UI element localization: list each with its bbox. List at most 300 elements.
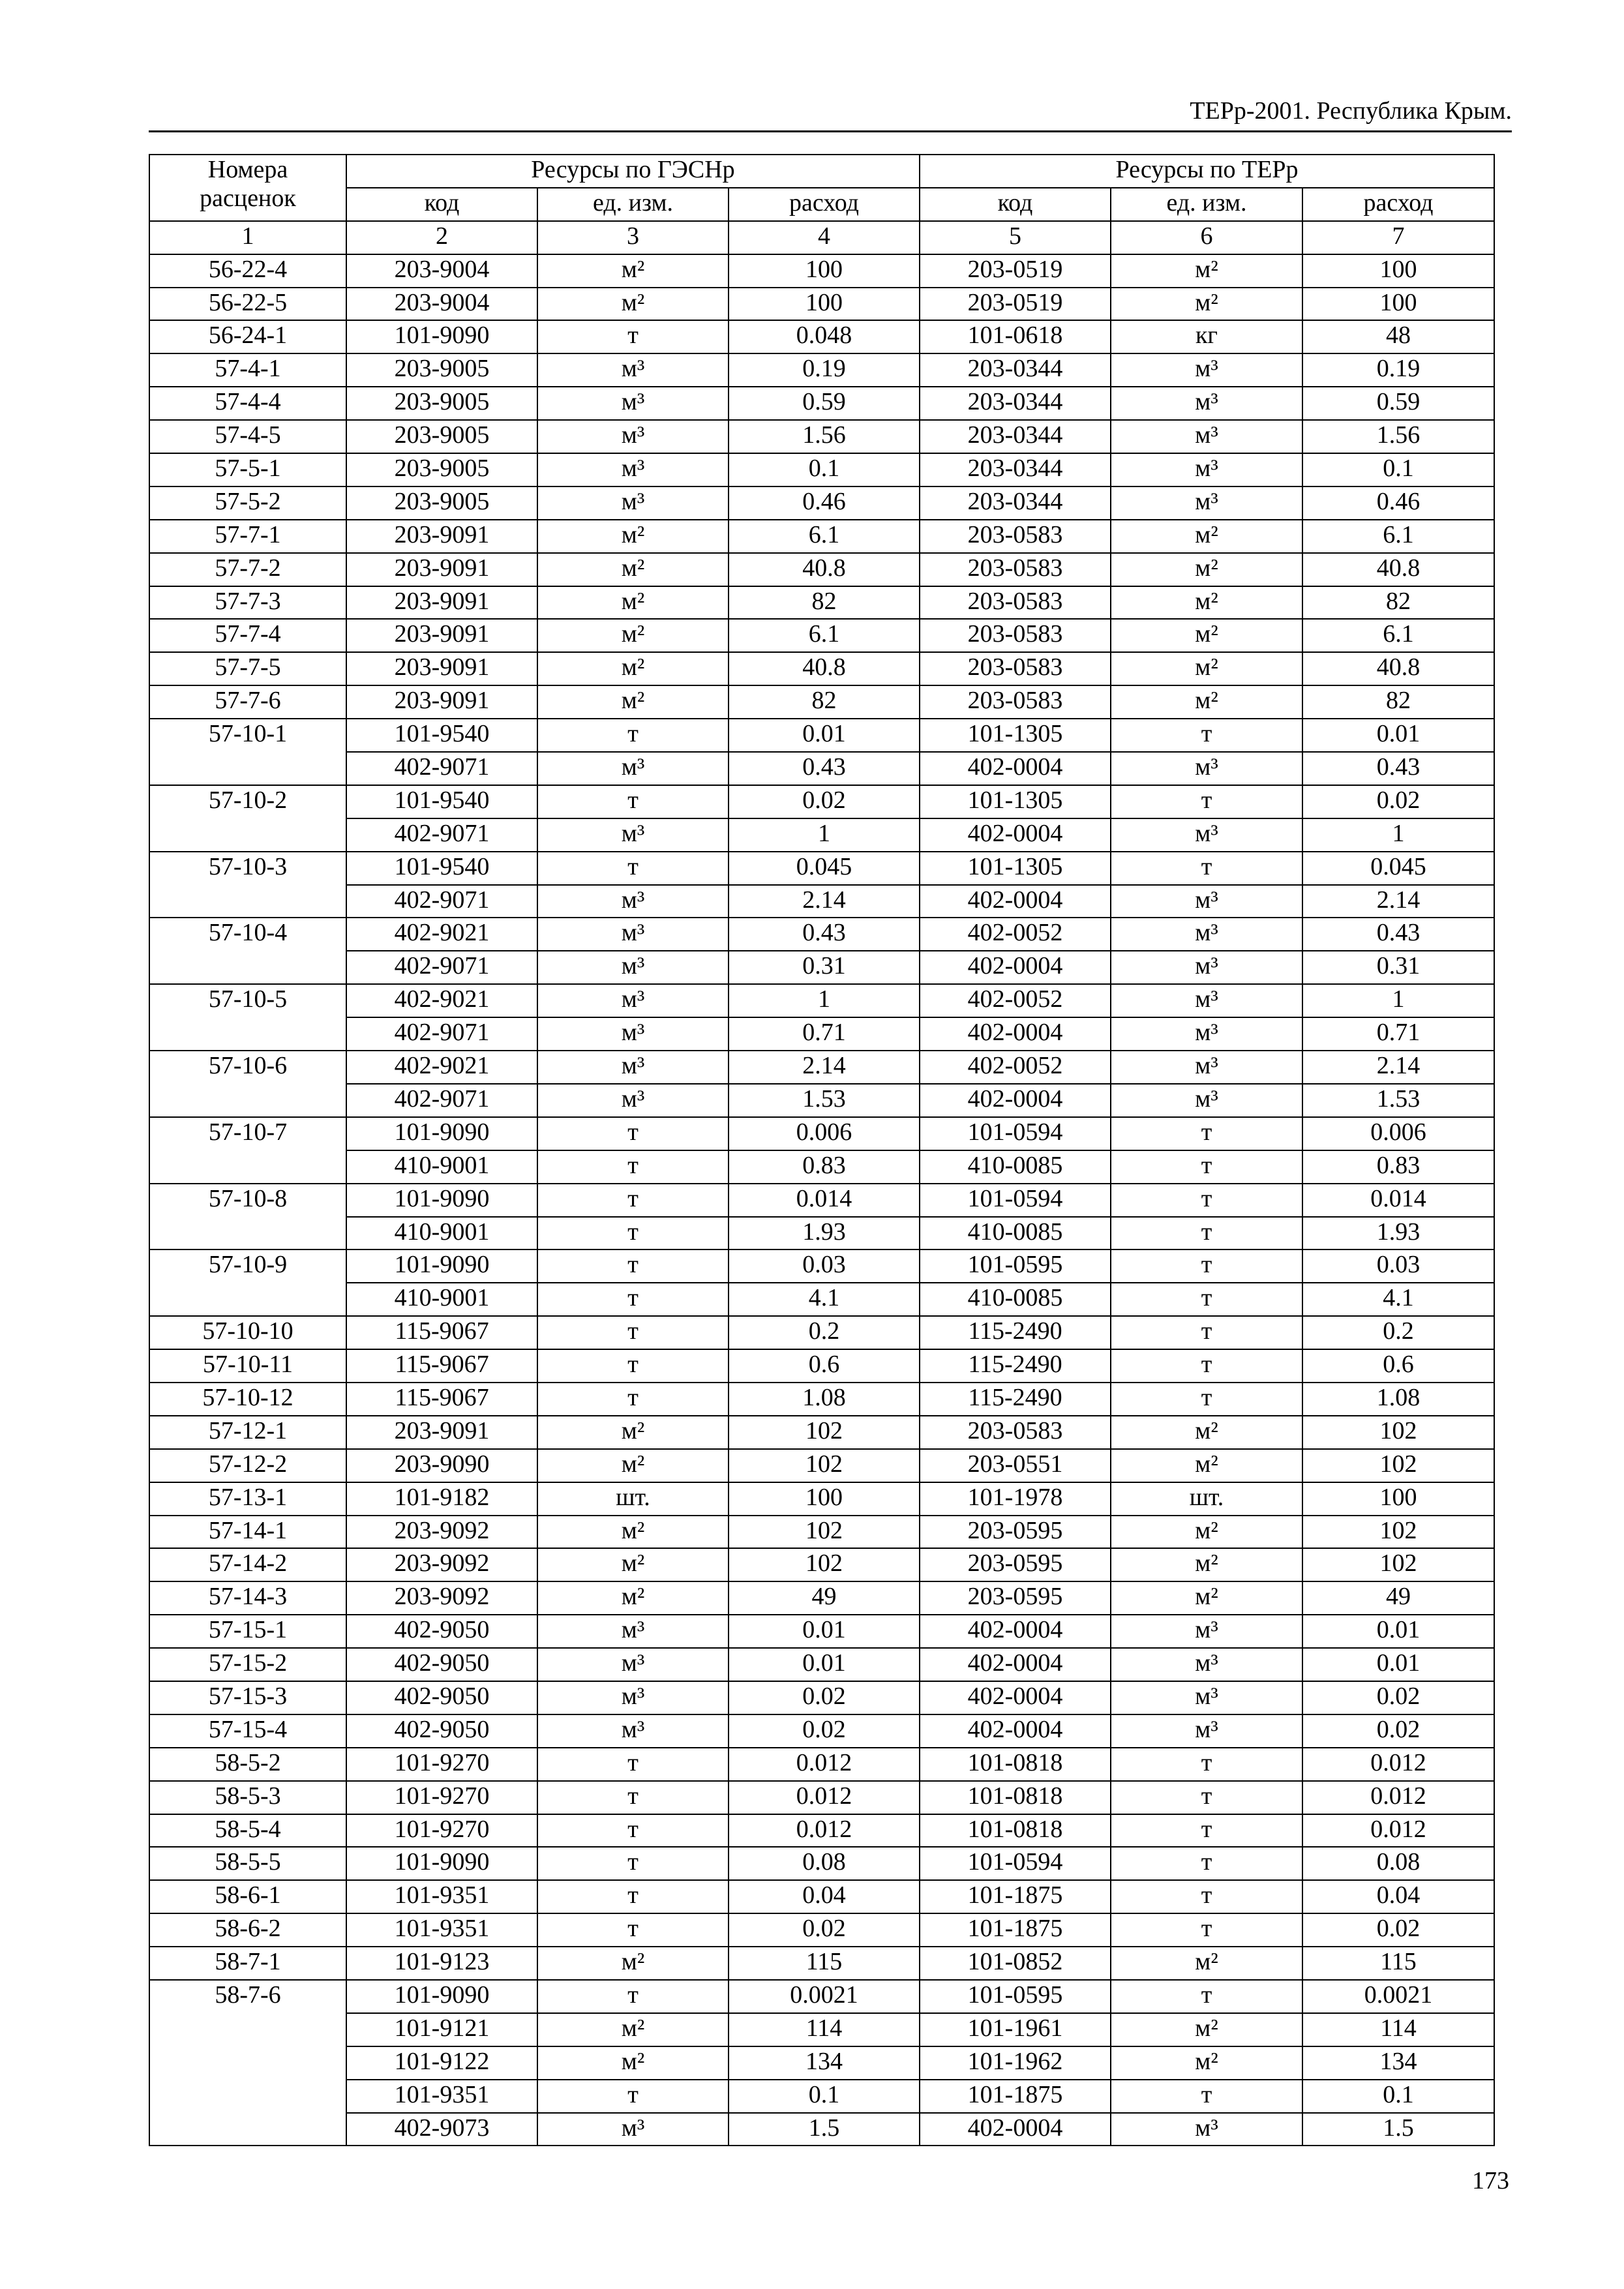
- gesnr-unit-cell: м³: [537, 1648, 729, 1681]
- gesnr-code-cell: 101-9270: [346, 1748, 537, 1781]
- gesnr-unit-cell: м³: [537, 984, 729, 1017]
- gesnr-amount-cell: 2.14: [729, 885, 920, 918]
- gesnr-unit-cell: т: [537, 1880, 729, 1913]
- terr-code-cell: 101-1961: [920, 2013, 1111, 2046]
- terr-unit-cell: м³: [1111, 353, 1302, 387]
- rate-number-cell: 57-15-3: [149, 1681, 346, 1714]
- rate-number-cell: 58-6-1: [149, 1880, 346, 1913]
- gesnr-unit-cell: м²: [537, 1548, 729, 1581]
- table-row: [149, 1383, 1494, 1416]
- gesnr-amount-cell: 114: [729, 2013, 920, 2046]
- gesnr-code-cell: 101-9090: [346, 1847, 537, 1880]
- gesnr-code-cell: 101-9351: [346, 1880, 537, 1913]
- header-rate-numbers: [149, 155, 346, 221]
- gesnr-amount-cell: 100: [729, 254, 920, 288]
- gesnr-code-cell: 203-9091: [346, 1416, 537, 1449]
- gesnr-amount-cell: 0.31: [729, 951, 920, 984]
- terr-code-cell: 203-0519: [920, 288, 1111, 321]
- terr-code-cell: 203-0595: [920, 1581, 1111, 1615]
- column-number-row: [149, 221, 1494, 254]
- terr-unit-cell: м³: [1111, 951, 1302, 984]
- rate-number-cell: 58-5-2: [149, 1748, 346, 1781]
- subheader-unit: ед. изм.: [1111, 188, 1302, 221]
- terr-code-cell: 101-0595: [920, 1980, 1111, 2013]
- terr-amount-cell: 0.6: [1302, 1349, 1494, 1383]
- gesnr-unit-cell: м²: [537, 553, 729, 586]
- terr-amount-cell: 134: [1302, 2046, 1494, 2080]
- terr-amount-cell: 1: [1302, 818, 1494, 852]
- table-row: [149, 288, 1494, 321]
- gesnr-code-cell: 101-9090: [346, 1117, 537, 1150]
- table-row: [149, 1482, 1494, 1516]
- rate-number-cell: 58-7-1: [149, 1947, 346, 1980]
- terr-amount-cell: 0.012: [1302, 1781, 1494, 1814]
- gesnr-unit-cell: м²: [537, 1516, 729, 1549]
- gesnr-code-cell: 115-9067: [346, 1349, 537, 1383]
- table-row: [149, 1184, 1494, 1217]
- terr-code-cell: 402-0004: [920, 1681, 1111, 1714]
- terr-unit-cell: т: [1111, 2080, 1302, 2113]
- gesnr-amount-cell: 0.012: [729, 1781, 920, 1814]
- header-rate-numbers-line1: Номера: [207, 156, 288, 183]
- gesnr-amount-cell: 6.1: [729, 619, 920, 652]
- table-row: [149, 1516, 1494, 1549]
- gesnr-code-cell: 101-9090: [346, 1980, 537, 2013]
- gesnr-amount-cell: 40.8: [729, 553, 920, 586]
- rate-number-cell: 57-10-9: [149, 1249, 346, 1316]
- column-number: 1: [149, 221, 346, 254]
- terr-unit-cell: м³: [1111, 1084, 1302, 1117]
- gesnr-code-cell: 101-9270: [346, 1814, 537, 1848]
- terr-unit-cell: шт.: [1111, 1482, 1302, 1516]
- table-row: [149, 254, 1494, 288]
- gesnr-amount-cell: 0.71: [729, 1017, 920, 1051]
- gesnr-unit-cell: т: [537, 1117, 729, 1150]
- table-row: [149, 1615, 1494, 1648]
- rate-number-cell: 57-10-10: [149, 1316, 346, 1349]
- terr-unit-cell: т: [1111, 1913, 1302, 1947]
- gesnr-code-cell: 203-9091: [346, 652, 537, 685]
- terr-amount-cell: 100: [1302, 288, 1494, 321]
- terr-amount-cell: 0.01: [1302, 1648, 1494, 1681]
- terr-unit-cell: м³: [1111, 387, 1302, 420]
- gesnr-unit-cell: м³: [537, 420, 729, 453]
- terr-unit-cell: кг: [1111, 320, 1302, 353]
- terr-code-cell: 402-0004: [920, 885, 1111, 918]
- gesnr-amount-cell: 0.19: [729, 353, 920, 387]
- gesnr-code-cell: 101-9090: [346, 1184, 537, 1217]
- gesnr-code-cell: 402-9071: [346, 818, 537, 852]
- terr-unit-cell: м³: [1111, 752, 1302, 785]
- terr-unit-cell: м²: [1111, 1449, 1302, 1482]
- terr-code-cell: 101-0594: [920, 1117, 1111, 1150]
- column-number: 7: [1302, 221, 1494, 254]
- gesnr-amount-cell: 0.006: [729, 1117, 920, 1150]
- gesnr-amount-cell: 0.43: [729, 752, 920, 785]
- gesnr-code-cell: 203-9091: [346, 553, 537, 586]
- gesnr-code-cell: 101-9351: [346, 1913, 537, 1947]
- gesnr-code-cell: 101-9540: [346, 719, 537, 752]
- terr-amount-cell: 1.08: [1302, 1383, 1494, 1416]
- gesnr-code-cell: 101-9123: [346, 1947, 537, 1980]
- terr-amount-cell: 49: [1302, 1581, 1494, 1615]
- terr-amount-cell: 0.02: [1302, 1714, 1494, 1748]
- table-row: [149, 1084, 1494, 1117]
- terr-unit-cell: м³: [1111, 2113, 1302, 2146]
- gesnr-amount-cell: 102: [729, 1548, 920, 1581]
- terr-code-cell: 203-0583: [920, 553, 1111, 586]
- gesnr-code-cell: 101-9090: [346, 320, 537, 353]
- subheader-unit: ед. изм.: [537, 188, 729, 221]
- gesnr-code-cell: 115-9067: [346, 1383, 537, 1416]
- rate-number-cell: 57-5-1: [149, 453, 346, 486]
- table-row: [149, 2046, 1494, 2080]
- terr-unit-cell: м³: [1111, 453, 1302, 486]
- terr-code-cell: 402-0004: [920, 818, 1111, 852]
- header-rule: [149, 130, 1512, 132]
- gesnr-amount-cell: 0.014: [729, 1184, 920, 1217]
- gesnr-unit-cell: м²: [537, 586, 729, 620]
- terr-code-cell: 101-1978: [920, 1482, 1111, 1516]
- terr-unit-cell: м³: [1111, 1714, 1302, 1748]
- gesnr-amount-cell: 6.1: [729, 520, 920, 553]
- rate-number-cell: 57-7-1: [149, 520, 346, 553]
- rate-number-cell: 58-5-5: [149, 1847, 346, 1880]
- gesnr-amount-cell: 0.045: [729, 852, 920, 885]
- terr-amount-cell: 82: [1302, 685, 1494, 719]
- gesnr-unit-cell: м²: [537, 2013, 729, 2046]
- terr-code-cell: 115-2490: [920, 1383, 1111, 1416]
- rate-number-cell: 57-4-4: [149, 387, 346, 420]
- terr-code-cell: 101-0594: [920, 1184, 1111, 1217]
- gesnr-unit-cell: м³: [537, 1681, 729, 1714]
- terr-code-cell: 101-1305: [920, 785, 1111, 818]
- terr-code-cell: 101-1875: [920, 2080, 1111, 2113]
- page-number: 173: [1472, 2167, 1509, 2194]
- gesnr-code-cell: 203-9090: [346, 1449, 537, 1482]
- table-row: [149, 1947, 1494, 1980]
- gesnr-code-cell: 402-9021: [346, 1051, 537, 1084]
- gesnr-code-cell: 402-9050: [346, 1615, 537, 1648]
- terr-code-cell: 402-0052: [920, 1051, 1111, 1084]
- gesnr-unit-cell: м³: [537, 453, 729, 486]
- gesnr-amount-cell: 0.01: [729, 719, 920, 752]
- terr-unit-cell: т: [1111, 1847, 1302, 1880]
- terr-code-cell: 402-0004: [920, 1084, 1111, 1117]
- table-row: [149, 387, 1494, 420]
- terr-amount-cell: 2.14: [1302, 885, 1494, 918]
- gesnr-amount-cell: 0.02: [729, 1714, 920, 1748]
- rate-number-cell: 57-15-4: [149, 1714, 346, 1748]
- gesnr-code-cell: 101-9121: [346, 2013, 537, 2046]
- gesnr-amount-cell: 102: [729, 1416, 920, 1449]
- gesnr-unit-cell: м³: [537, 1084, 729, 1117]
- terr-amount-cell: 40.8: [1302, 652, 1494, 685]
- gesnr-unit-cell: м²: [537, 2046, 729, 2080]
- gesnr-unit-cell: т: [537, 1781, 729, 1814]
- gesnr-unit-cell: м²: [537, 1449, 729, 1482]
- terr-code-cell: 101-1875: [920, 1880, 1111, 1913]
- terr-code-cell: 203-0595: [920, 1516, 1111, 1549]
- gesnr-amount-cell: 115: [729, 1947, 920, 1980]
- rate-number-cell: 57-7-3: [149, 586, 346, 620]
- gesnr-amount-cell: 0.01: [729, 1648, 920, 1681]
- terr-code-cell: 203-0583: [920, 685, 1111, 719]
- rate-number-cell: 56-22-5: [149, 288, 346, 321]
- rate-number-cell: 57-7-6: [149, 685, 346, 719]
- rate-number-cell: 57-5-2: [149, 486, 346, 520]
- terr-amount-cell: 0.43: [1302, 752, 1494, 785]
- table-row: [149, 1449, 1494, 1482]
- gesnr-unit-cell: т: [537, 1913, 729, 1947]
- terr-amount-cell: 0.01: [1302, 1615, 1494, 1648]
- rate-number-cell: 56-24-1: [149, 320, 346, 353]
- rate-number-cell: 57-7-5: [149, 652, 346, 685]
- terr-unit-cell: т: [1111, 1814, 1302, 1848]
- gesnr-amount-cell: 82: [729, 685, 920, 719]
- gesnr-unit-cell: м²: [537, 288, 729, 321]
- gesnr-unit-cell: т: [537, 320, 729, 353]
- table-row: [149, 1316, 1494, 1349]
- terr-unit-cell: т: [1111, 1184, 1302, 1217]
- gesnr-amount-cell: 2.14: [729, 1051, 920, 1084]
- gesnr-unit-cell: т: [537, 719, 729, 752]
- terr-code-cell: 203-0344: [920, 420, 1111, 453]
- terr-code-cell: 203-0583: [920, 586, 1111, 620]
- table-row: [149, 1714, 1494, 1748]
- subheader-code: код: [920, 188, 1111, 221]
- terr-amount-cell: 0.012: [1302, 1748, 1494, 1781]
- terr-unit-cell: т: [1111, 1748, 1302, 1781]
- terr-code-cell: 101-1962: [920, 2046, 1111, 2080]
- gesnr-unit-cell: м³: [537, 1017, 729, 1051]
- terr-unit-cell: м³: [1111, 984, 1302, 1017]
- gesnr-code-cell: 101-9090: [346, 1249, 537, 1283]
- rate-number-cell: 57-14-1: [149, 1516, 346, 1549]
- table-row: [149, 520, 1494, 553]
- column-number: 3: [537, 221, 729, 254]
- terr-code-cell: 203-0583: [920, 1416, 1111, 1449]
- rate-number-cell: 57-4-1: [149, 353, 346, 387]
- rate-number-cell: 58-6-2: [149, 1913, 346, 1947]
- terr-amount-cell: 1: [1302, 984, 1494, 1017]
- table-row: [149, 1880, 1494, 1913]
- terr-unit-cell: м²: [1111, 1548, 1302, 1581]
- terr-unit-cell: м²: [1111, 288, 1302, 321]
- table-row: [149, 1051, 1494, 1084]
- column-number: 6: [1111, 221, 1302, 254]
- gesnr-code-cell: 402-9050: [346, 1714, 537, 1748]
- gesnr-amount-cell: 0.59: [729, 387, 920, 420]
- table-row: [149, 586, 1494, 620]
- table-row: [149, 1017, 1494, 1051]
- terr-code-cell: 203-0583: [920, 652, 1111, 685]
- terr-amount-cell: 2.14: [1302, 1051, 1494, 1084]
- terr-unit-cell: м³: [1111, 1051, 1302, 1084]
- gesnr-unit-cell: м²: [537, 685, 729, 719]
- gesnr-code-cell: 203-9092: [346, 1516, 537, 1549]
- terr-unit-cell: т: [1111, 1117, 1302, 1150]
- subheader-code: код: [346, 188, 537, 221]
- terr-amount-cell: 100: [1302, 254, 1494, 288]
- terr-unit-cell: м²: [1111, 619, 1302, 652]
- gesnr-code-cell: 115-9067: [346, 1316, 537, 1349]
- gesnr-amount-cell: 0.048: [729, 320, 920, 353]
- table-row: [149, 1648, 1494, 1681]
- rate-number-cell: 57-14-2: [149, 1548, 346, 1581]
- gesnr-amount-cell: 1.5: [729, 2113, 920, 2146]
- rate-number-cell: 57-4-5: [149, 420, 346, 453]
- gesnr-amount-cell: 100: [729, 1482, 920, 1516]
- table-header-row: [149, 155, 1494, 188]
- gesnr-code-cell: 402-9050: [346, 1648, 537, 1681]
- rate-number-cell: 57-10-6: [149, 1051, 346, 1117]
- subheader-amount: расход: [729, 188, 920, 221]
- terr-code-cell: 115-2490: [920, 1316, 1111, 1349]
- table-row: [149, 951, 1494, 984]
- terr-unit-cell: м²: [1111, 685, 1302, 719]
- gesnr-amount-cell: 100: [729, 288, 920, 321]
- terr-amount-cell: 0.02: [1302, 1913, 1494, 1947]
- gesnr-code-cell: 203-9092: [346, 1581, 537, 1615]
- rate-number-cell: 58-5-3: [149, 1781, 346, 1814]
- gesnr-code-cell: 203-9091: [346, 586, 537, 620]
- gesnr-code-cell: 402-9071: [346, 951, 537, 984]
- gesnr-code-cell: 203-9005: [346, 353, 537, 387]
- table-row: [149, 453, 1494, 486]
- gesnr-code-cell: 402-9071: [346, 1017, 537, 1051]
- terr-unit-cell: м²: [1111, 652, 1302, 685]
- gesnr-code-cell: 402-9021: [346, 984, 537, 1017]
- terr-amount-cell: 1.53: [1302, 1084, 1494, 1117]
- table-row: [149, 885, 1494, 918]
- gesnr-unit-cell: т: [537, 1980, 729, 2013]
- terr-unit-cell: м²: [1111, 2046, 1302, 2080]
- terr-code-cell: 410-0085: [920, 1283, 1111, 1316]
- gesnr-code-cell: 410-9001: [346, 1283, 537, 1316]
- gesnr-amount-cell: 40.8: [729, 652, 920, 685]
- terr-unit-cell: м³: [1111, 486, 1302, 520]
- terr-unit-cell: т: [1111, 1980, 1302, 2013]
- gesnr-code-cell: 203-9005: [346, 420, 537, 453]
- rate-number-cell: 57-10-2: [149, 785, 346, 852]
- gesnr-code-cell: 203-9005: [346, 453, 537, 486]
- terr-amount-cell: 0.006: [1302, 1117, 1494, 1150]
- resource-mapping-table: [149, 154, 1495, 2146]
- table-row: [149, 752, 1494, 785]
- terr-unit-cell: т: [1111, 852, 1302, 885]
- table-row: [149, 553, 1494, 586]
- gesnr-unit-cell: т: [537, 1150, 729, 1184]
- terr-unit-cell: м³: [1111, 918, 1302, 951]
- header-group-gesnr: Ресурсы по ГЭСНр: [346, 155, 920, 188]
- terr-amount-cell: 100: [1302, 1482, 1494, 1516]
- terr-code-cell: 410-0085: [920, 1150, 1111, 1184]
- terr-unit-cell: т: [1111, 1316, 1302, 1349]
- table-row: [149, 1748, 1494, 1781]
- table-row: [149, 1283, 1494, 1316]
- table-row: [149, 1681, 1494, 1714]
- terr-amount-cell: 1.56: [1302, 420, 1494, 453]
- terr-unit-cell: м²: [1111, 2013, 1302, 2046]
- terr-amount-cell: 0.045: [1302, 852, 1494, 885]
- terr-unit-cell: т: [1111, 1383, 1302, 1416]
- gesnr-code-cell: 101-9122: [346, 2046, 537, 2080]
- gesnr-unit-cell: т: [537, 852, 729, 885]
- terr-unit-cell: м²: [1111, 586, 1302, 620]
- terr-amount-cell: 1.93: [1302, 1217, 1494, 1250]
- rate-number-cell: 57-10-8: [149, 1184, 346, 1250]
- terr-code-cell: 410-0085: [920, 1217, 1111, 1250]
- terr-code-cell: 203-0583: [920, 619, 1111, 652]
- table-row: [149, 1781, 1494, 1814]
- column-number: 2: [346, 221, 537, 254]
- gesnr-amount-cell: 4.1: [729, 1283, 920, 1316]
- gesnr-unit-cell: т: [537, 1349, 729, 1383]
- gesnr-unit-cell: м³: [537, 918, 729, 951]
- terr-code-cell: 101-0852: [920, 1947, 1111, 1980]
- gesnr-unit-cell: м³: [537, 1615, 729, 1648]
- gesnr-amount-cell: 0.02: [729, 1681, 920, 1714]
- gesnr-code-cell: 203-9092: [346, 1548, 537, 1581]
- gesnr-amount-cell: 0.02: [729, 785, 920, 818]
- gesnr-unit-cell: м³: [537, 486, 729, 520]
- rate-number-cell: 57-12-1: [149, 1416, 346, 1449]
- gesnr-unit-cell: м³: [537, 951, 729, 984]
- terr-unit-cell: м²: [1111, 1947, 1302, 1980]
- gesnr-code-cell: 203-9091: [346, 685, 537, 719]
- terr-code-cell: 203-0344: [920, 453, 1111, 486]
- gesnr-amount-cell: 0.03: [729, 1249, 920, 1283]
- table-row: [149, 1416, 1494, 1449]
- terr-amount-cell: 82: [1302, 586, 1494, 620]
- table-subheader-row: [149, 188, 1494, 221]
- table-row: [149, 1548, 1494, 1581]
- gesnr-unit-cell: т: [537, 1316, 729, 1349]
- rate-number-cell: 57-10-5: [149, 984, 346, 1051]
- gesnr-amount-cell: 1: [729, 818, 920, 852]
- terr-code-cell: 203-0583: [920, 520, 1111, 553]
- table-row: [149, 818, 1494, 852]
- gesnr-unit-cell: м³: [537, 1714, 729, 1748]
- gesnr-code-cell: 203-9091: [346, 619, 537, 652]
- gesnr-unit-cell: м³: [537, 353, 729, 387]
- gesnr-code-cell: 402-9073: [346, 2113, 537, 2146]
- terr-code-cell: 402-0052: [920, 984, 1111, 1017]
- terr-code-cell: 402-0052: [920, 918, 1111, 951]
- gesnr-unit-cell: м³: [537, 2113, 729, 2146]
- gesnr-amount-cell: 1.56: [729, 420, 920, 453]
- terr-amount-cell: 115: [1302, 1947, 1494, 1980]
- gesnr-amount-cell: 102: [729, 1516, 920, 1549]
- rate-number-cell: 57-13-1: [149, 1482, 346, 1516]
- table-row: [149, 353, 1494, 387]
- terr-code-cell: 101-0818: [920, 1781, 1111, 1814]
- rate-number-cell: 57-12-2: [149, 1449, 346, 1482]
- gesnr-amount-cell: 0.012: [729, 1814, 920, 1848]
- terr-unit-cell: м³: [1111, 420, 1302, 453]
- table-row: [149, 1117, 1494, 1150]
- subheader-amount: расход: [1302, 188, 1494, 221]
- gesnr-amount-cell: 0.6: [729, 1349, 920, 1383]
- terr-unit-cell: т: [1111, 1150, 1302, 1184]
- table-row: [149, 2113, 1494, 2146]
- gesnr-code-cell: 203-9004: [346, 288, 537, 321]
- gesnr-amount-cell: 1.93: [729, 1217, 920, 1250]
- gesnr-unit-cell: шт.: [537, 1482, 729, 1516]
- terr-code-cell: 203-0344: [920, 387, 1111, 420]
- table-row: [149, 852, 1494, 885]
